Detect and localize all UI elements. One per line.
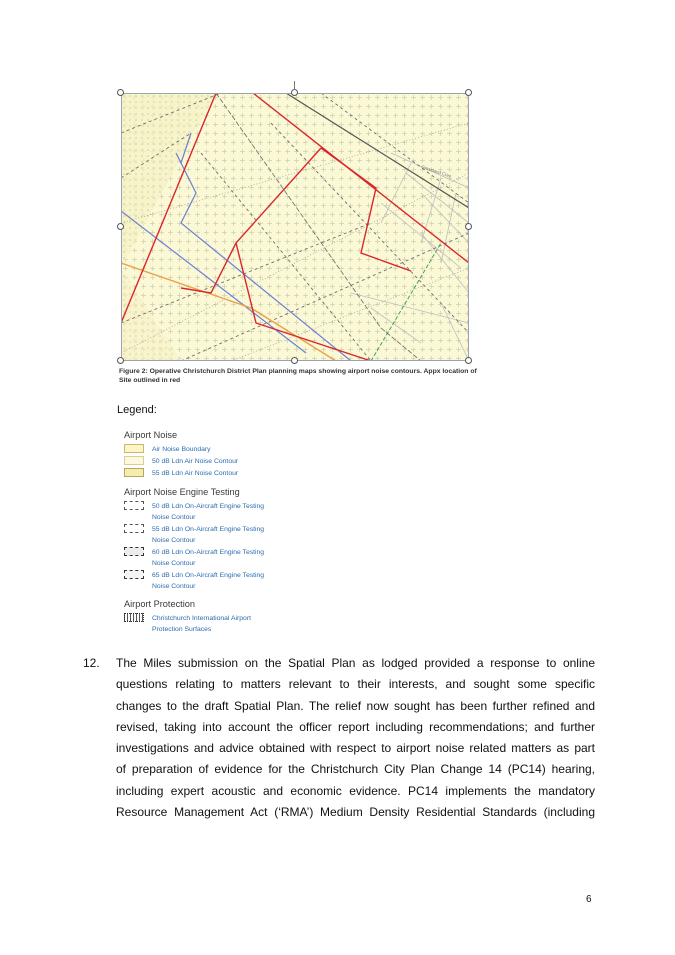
planning-map-figure bbox=[121, 93, 469, 361]
legend-swatch bbox=[124, 570, 144, 579]
legend-swatch bbox=[124, 456, 144, 465]
paragraph-line: of preparation of evidence for the Christchurch City Plan Change 14 (PC14) hearing, bbox=[116, 762, 595, 777]
map-road-label: Grassland Cres bbox=[420, 164, 452, 179]
paragraph-body bbox=[116, 653, 595, 823]
selection-handle-top-right[interactable] bbox=[465, 89, 472, 96]
legend-label: 55 dB Ldn Air Noise Contour bbox=[152, 470, 239, 477]
figure-caption: Figure 2: Operative Christchurch District Plan planning maps showing airport noise contours. Appx location of Site outlined in red bbox=[119, 368, 477, 384]
legend-label-cont: Noise Contour bbox=[152, 514, 196, 521]
legend-label-cont: Noise Contour bbox=[152, 560, 196, 567]
legend-label: 60 dB Ldn On-Aircraft Engine Testing bbox=[152, 549, 265, 556]
selection-handle-bottom-middle[interactable] bbox=[291, 357, 298, 364]
legend-swatch bbox=[124, 444, 144, 453]
page-number: 6 bbox=[586, 894, 592, 905]
legend-label-cont: Noise Contour bbox=[152, 583, 196, 590]
legend-label-cont: Noise Contour bbox=[152, 537, 196, 544]
paragraph-line: The Miles submission on the Spatial Plan as lodged provided a response to online bbox=[116, 656, 595, 670]
planning-map bbox=[121, 93, 469, 361]
legend-label-cont: Protection Surfaces bbox=[152, 626, 212, 633]
rotation-handle-stem bbox=[294, 81, 295, 90]
selection-handle-top-left[interactable] bbox=[117, 89, 124, 96]
legend-label: 55 dB Ldn On-Aircraft Engine Testing bbox=[152, 526, 265, 533]
paragraph-line: changes to the draft Spatial Plan. The relief now sought has been further refined and bbox=[116, 698, 595, 713]
legend-label: 50 dB Ldn Air Noise Contour bbox=[152, 458, 239, 465]
paragraph-line: revised, taking into account the officer report including recommendations; and further bbox=[116, 719, 595, 734]
paragraph-line: questions relating to matters relevant to their interests, and sought some specific bbox=[116, 677, 595, 692]
paragraph-line: Resource Management Act (‘RMA’) Medium Density Residential Standards (including bbox=[116, 805, 595, 820]
legend-heading-airport-protection: Airport Protection bbox=[124, 599, 195, 609]
selection-handle-bottom-right[interactable] bbox=[465, 357, 472, 364]
legend-label: 65 dB Ldn On-Aircraft Engine Testing bbox=[152, 572, 265, 579]
paragraph-line: investigations and advice obtained with respect to airport noise related matters as part bbox=[116, 741, 595, 756]
selection-handle-bottom-left[interactable] bbox=[117, 357, 124, 364]
legend-swatch bbox=[124, 501, 144, 510]
legend-swatch bbox=[124, 547, 144, 556]
legend-label: Air Noise Boundary bbox=[152, 446, 211, 453]
selection-handle-top-middle[interactable] bbox=[291, 89, 298, 96]
paragraph-number: 12. bbox=[83, 656, 100, 670]
legend-swatch bbox=[124, 613, 144, 622]
legend-label: 50 dB Ldn On-Aircraft Engine Testing bbox=[152, 503, 265, 510]
legend-swatch bbox=[124, 524, 144, 533]
legend-swatch bbox=[124, 468, 144, 477]
legend-label: Christchurch International Airport bbox=[152, 615, 251, 622]
selection-handle-middle-right[interactable] bbox=[465, 223, 472, 230]
legend-title: Legend: bbox=[117, 404, 157, 416]
legend-heading-engine-testing: Airport Noise Engine Testing bbox=[124, 487, 240, 497]
legend-heading-airport-noise: Airport Noise bbox=[124, 430, 178, 440]
paragraph-line: including expert acoustic and economic evidence. PC14 implements the mandatory bbox=[116, 783, 595, 798]
selection-handle-middle-left[interactable] bbox=[117, 223, 124, 230]
